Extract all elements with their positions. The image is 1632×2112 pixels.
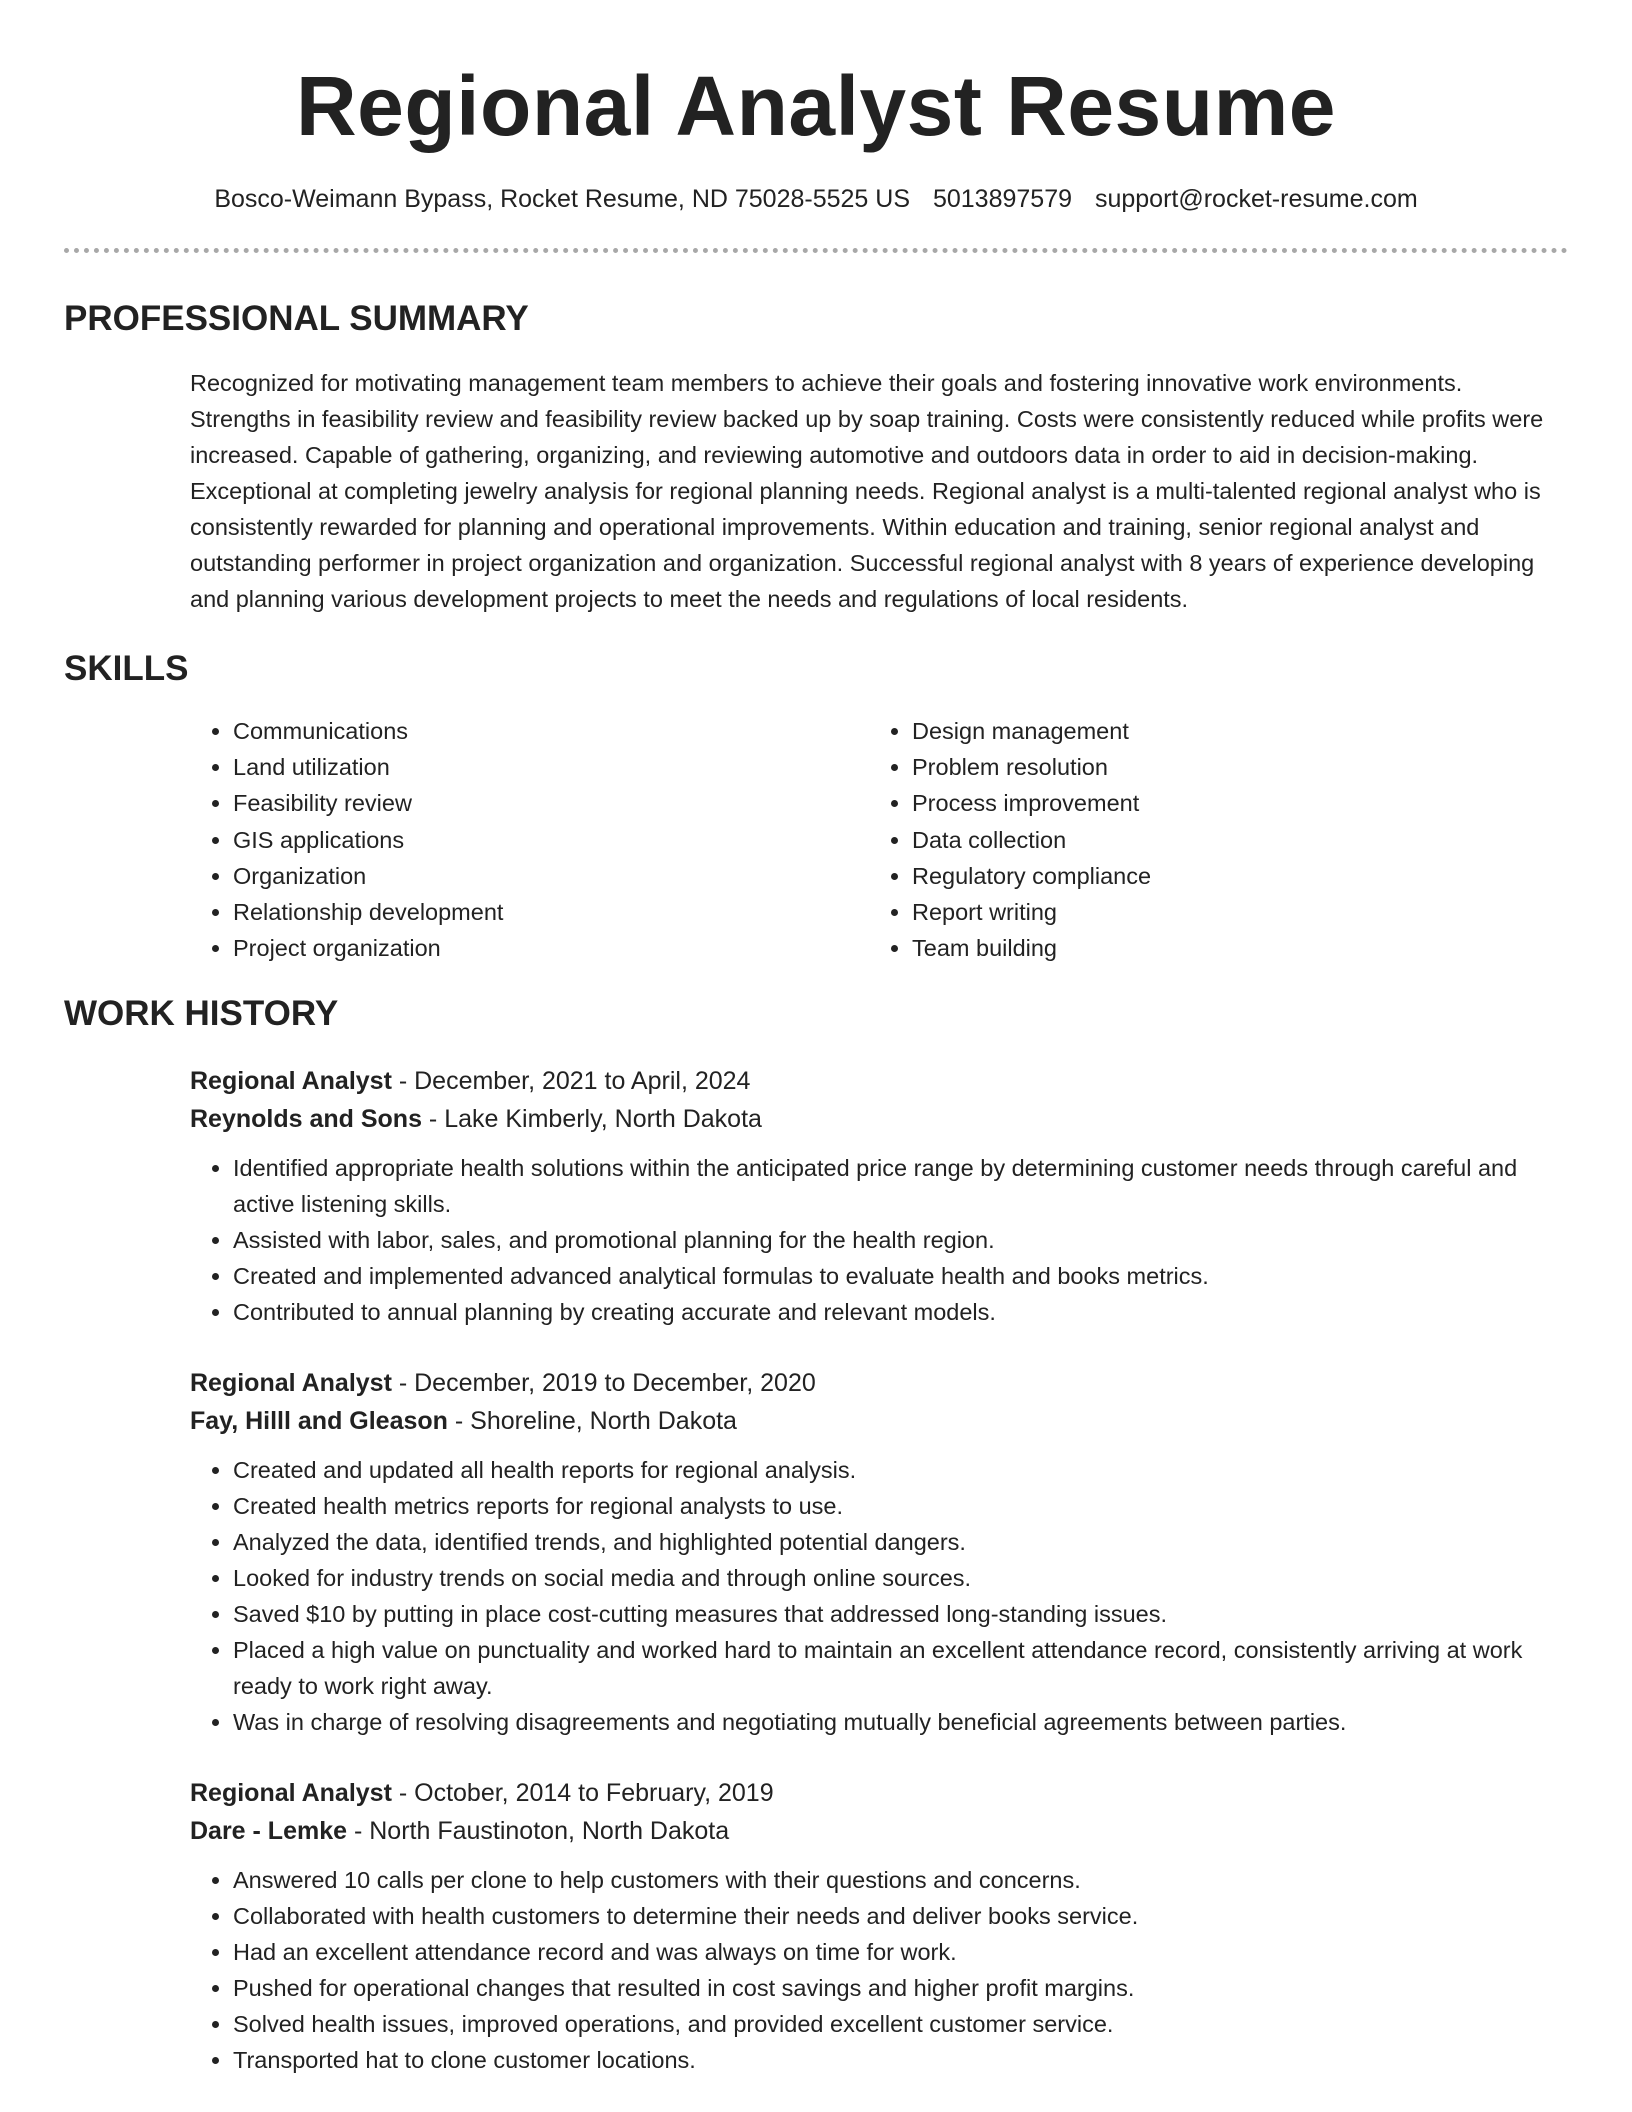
skills-list bbox=[190, 713, 1568, 966]
resume-title: Regional Analyst Resume bbox=[295, 59, 1336, 153]
contact-phone: 5013897579 bbox=[932, 185, 1073, 213]
job-bullet: • Pushed for operational changes that resulted in cost savings and higher profit margins. bbox=[233, 1970, 1568, 2006]
job-company-line bbox=[190, 1100, 1568, 1138]
job-bullet: • Created health metrics reports for regional analysts to use. bbox=[233, 1488, 1568, 1524]
job-bullet: • Created and implemented advanced analytical formulas to evaluate health and books metrics. bbox=[233, 1258, 1568, 1294]
contact-email: support@rocket-resume.com bbox=[1094, 185, 1418, 213]
skill-item: • Process improvement bbox=[912, 785, 1151, 821]
skill-item: • GIS applications bbox=[233, 822, 869, 858]
job-bullet: • Collaborated with health customers to determine their needs and deliver books service. bbox=[233, 1898, 1568, 1934]
skills-heading: SKILLS bbox=[64, 649, 189, 688]
job-dates: - October, 2014 to February, 2019 bbox=[391, 1779, 774, 1808]
job-bullet: • Looked for industry trends on social media and through online sources. bbox=[233, 1560, 1568, 1596]
header-divider bbox=[64, 248, 1568, 253]
skill-item: • Feasibility review bbox=[233, 785, 869, 821]
job-bullet: • Placed a high value on punctuality and worked hard to maintain an excellent attendance record, consistently arriving at work ready to work right away. bbox=[233, 1632, 1568, 1704]
job-title: Regional Analyst bbox=[190, 1779, 392, 1808]
job-bullet: • Was in charge of resolving disagreements and negotiating mutually beneficial agreements between parties. bbox=[233, 1704, 1568, 1740]
skill-item: • Land utilization bbox=[233, 749, 869, 785]
skill-item: • Team building bbox=[912, 930, 1151, 966]
skill-item: • Data collection bbox=[912, 822, 1151, 858]
work-history-heading: WORK HISTORY bbox=[64, 994, 339, 1034]
job-bullet: • Had an excellent attendance record and was always on time for work. bbox=[233, 1934, 1568, 1970]
summary-heading: PROFESSIONAL SUMMARY bbox=[64, 299, 529, 338]
job-bullet: • Identified appropriate health solutions within the anticipated price range by determining customer needs through careful and active listening skills. bbox=[233, 1150, 1568, 1222]
contact-info bbox=[64, 182, 1568, 216]
job-bullet: • Analyzed the data, identified trends, and highlighted potential dangers. bbox=[233, 1524, 1568, 1560]
job-dates: - December, 2019 to December, 2020 bbox=[391, 1369, 816, 1398]
job-bullet: • Solved health issues, improved operations, and provided excellent customer service. bbox=[233, 2006, 1568, 2042]
skill-item: • Report writing bbox=[912, 894, 1151, 930]
summary-text: Recognized for motivating management team members to achieve their goals and fostering innovative work environments. Strengths in feasibility review and feasibility review backed up by soap training. Costs were consistently reduced while profits were increased. Capable of gathering, organizing, and reviewing automotive and outdoors data in order to aid in decision-making. Exceptional at completing jewelry analysis for regional planning needs. Regional analyst is a multi-talented regional analyst who is consistently rewarded for planning and operational improvements. Within education and training, senior regional analyst and outstanding performer in project organization and organization. Successful regional analyst with 8 years of experience developing and planning various development projects to meet the needs and regulations of local residents. bbox=[190, 370, 1544, 612]
job-bullets bbox=[190, 1150, 1568, 1330]
job-location: - Lake Kimberly, North Dakota bbox=[421, 1105, 762, 1134]
job-title: Regional Analyst bbox=[190, 1067, 392, 1096]
job-entry bbox=[190, 1774, 1568, 2078]
resume-header bbox=[64, 0, 1568, 253]
job-title: Regional Analyst bbox=[190, 1369, 392, 1398]
job-entry bbox=[190, 1062, 1568, 1330]
job-bullets bbox=[190, 1452, 1568, 1740]
job-bullet: • Saved $10 by putting in place cost-cutting measures that addressed long-standing issues. bbox=[233, 1596, 1568, 1632]
skill-item: • Relationship development bbox=[233, 894, 869, 930]
job-company-line bbox=[190, 1812, 1568, 1850]
job-company: Reynolds and Sons bbox=[190, 1105, 422, 1134]
skill-item: • Project organization bbox=[233, 930, 869, 966]
skill-item: • Design management bbox=[912, 713, 1151, 749]
job-title-line bbox=[190, 1364, 1568, 1402]
job-title-line bbox=[190, 1062, 1568, 1100]
skills-column-1 bbox=[190, 713, 869, 966]
job-bullet: • Assisted with labor, sales, and promotional planning for the health region. bbox=[233, 1222, 1568, 1258]
job-bullet: • Answered 10 calls per clone to help customers with their questions and concerns. bbox=[233, 1862, 1568, 1898]
job-entry bbox=[190, 1364, 1568, 1740]
skill-item: • Problem resolution bbox=[912, 749, 1151, 785]
job-location: - Shoreline, North Dakota bbox=[447, 1407, 737, 1436]
job-company: Fay, Hilll and Gleason bbox=[190, 1407, 448, 1436]
job-bullets bbox=[190, 1862, 1568, 2078]
job-company: Dare - Lemke bbox=[190, 1817, 348, 1846]
job-company-line bbox=[190, 1402, 1568, 1440]
skill-item: • Regulatory compliance bbox=[912, 858, 1151, 894]
skill-item: • Organization bbox=[233, 858, 869, 894]
job-title-line bbox=[190, 1774, 1568, 1812]
job-location: - North Faustinoton, North Dakota bbox=[347, 1817, 730, 1846]
job-bullet: • Transported hat to clone customer locations. bbox=[233, 2042, 1568, 2078]
skills-column-2 bbox=[869, 713, 1151, 966]
job-dates: - December, 2021 to April, 2024 bbox=[391, 1067, 751, 1096]
job-bullet: • Contributed to annual planning by creating accurate and relevant models. bbox=[233, 1294, 1568, 1330]
contact-address: Bosco-Weimann Bypass, Rocket Resume, ND 75028-5525 US bbox=[214, 185, 911, 213]
skill-item: • Communications bbox=[233, 713, 869, 749]
job-bullet: • Created and updated all health reports for regional analysis. bbox=[233, 1452, 1568, 1488]
